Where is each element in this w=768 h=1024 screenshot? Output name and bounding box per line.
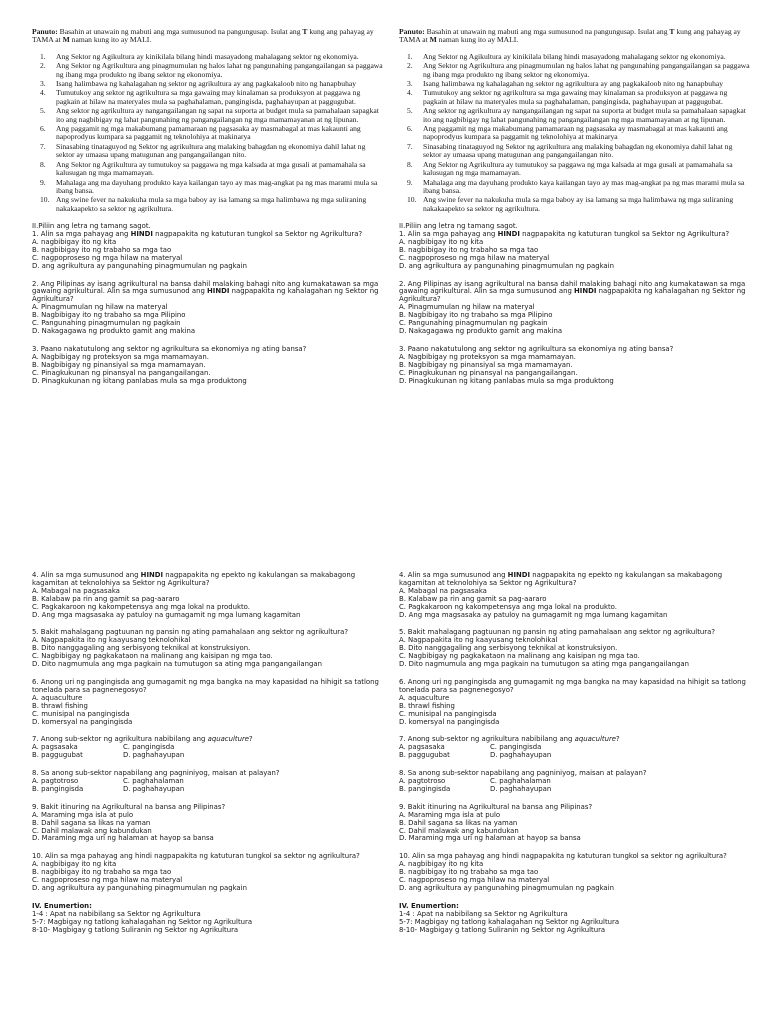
choice: D. Pinagkukunan ng kitang panlabas mula sa mga produktong (32, 376, 247, 385)
choice: D. ang agrikultura ay pangunahing pinagmumulan ng pagkain (32, 261, 247, 270)
choice: B. pangingisda (399, 784, 451, 793)
tf-item (399, 62, 751, 79)
choice: C. Pagkakaroon ng kakompetensya ang mga lokal na produkto. (399, 602, 617, 611)
choice: C. nagpoproseso ng mga hilaw na materyal (32, 876, 183, 885)
instructions-text: Basahin at unawain ng mabuti ang mga sumusunod na pangungusap. Isulat ang (57, 27, 303, 36)
instructions-label: Panuto: (32, 27, 58, 36)
question-stem: 9. Bakit itinuring na Agrikultural na bansa ang Pilipinas? (399, 802, 593, 811)
question (32, 679, 384, 726)
choice-grid (32, 778, 384, 794)
choice-grid (399, 744, 751, 760)
tf-text: Mahalaga ang ma dayuhang produkto kaya kailangan tayo ay mas mag-angkat pa ng mas marami mula sa ibang bansa. (56, 177, 378, 195)
choice: C. nagpoproseso ng mga hilaw na materyal (399, 253, 550, 262)
choice: B. Dito nanggagaling ang serbisyong teknikal at konstruksiyon. (399, 644, 618, 653)
instructions-m: M (429, 35, 437, 45)
tf-text: Mahalaga ang ma dayuhang produkto kaya kailangan tayo ay mas mag-angkat pa ng mas marami mula sa ibang bansa. (423, 177, 745, 195)
choice: D. Nakagagawa ng produkto gamit ang makina (399, 327, 563, 335)
tf-text: Sinasabing tinataguyod ng Sektor ng agrikultura ang malaking bahagdan ng ekonomiya dahil lahat ng sektor ay umaasa upang matugunan ang pangangailangan nito. (423, 141, 733, 160)
question (399, 770, 751, 794)
tf-text: Ang sektor ng agrikultura ay nangangailangan ng sapat na suporta at budget mula sa pamahalaan sapagkat ito ang nagbibigay ng lahat pangunahing ng pangangailangan ng mga mamamayanan at ng lipunan. (56, 106, 379, 124)
choice: D. paghahayupan (490, 784, 552, 793)
choice: C. Dahil malawak ang kabundukan (32, 826, 152, 835)
tf-item (32, 107, 384, 124)
choice: D. Maraming mga uri ng halaman at hayop sa bansa (32, 834, 214, 843)
tf-text: Ang Sektor ng Agrikultura ay tumutukoy sa paggawa ng mga kalsada at mga gusali at pamamahala sa kalusugan ng mga mamamayan. (423, 159, 733, 178)
choice: B. nagbibigay ito ng trabaho sa mga tao (399, 868, 539, 877)
choice: A. nagbibigay ito ng kita (32, 860, 117, 869)
right-column-bottom (399, 572, 751, 935)
question (399, 346, 751, 386)
tf-number: 8. (40, 159, 46, 169)
question-stem: 10. Alin sa mga pahayag ang hindi nagpapakita ng katuturan tungkol sa sektor ng agrikultura? (399, 852, 727, 861)
choice: A. pagsasaka (399, 743, 445, 752)
question-stem: 4. Alin sa mga sumusunod ang HINDI nagpapakita ng epekto ng kakulangan sa makabagong kagamitan at teknolohiya sa Sektor ng Agrikultura? (399, 571, 723, 587)
choice: B. thrawl fishing (32, 701, 88, 710)
tf-number: 7. (40, 141, 46, 151)
tf-number: 9. (40, 177, 46, 187)
instructions-text: kung ang pahayag ay TAMA at (32, 27, 374, 45)
choice: A. aquaculture (399, 693, 450, 702)
choice-grid (32, 744, 384, 760)
instructions-text: naman kung ito ay MALI. (436, 35, 519, 45)
question (32, 281, 384, 336)
choice: B. Nagbibigay ng pinansiyal sa mga mamamayan. (32, 360, 206, 369)
choice: D. Dito nagmumula ang mga pagkain na tumutugon sa ating mga pangangailangan (32, 660, 322, 669)
choice: B. Nagbibigay ng pinansiyal sa mga mamamayan. (399, 360, 573, 369)
choice: C. Nagbibigay ng pagkakataon na malinang ang kaisipan ng mga tao. (32, 652, 273, 661)
choice: B. Dahil sagana sa likas na yaman (32, 818, 151, 827)
question-stem: 1. Alin sa mga pahayag ang HINDI nagpapakita ng katuturan tungkol sa Sektor ng Agrikultura? (32, 230, 363, 239)
instructions-label: Panuto: (399, 27, 425, 36)
choice: B. nagbibigay ito ng trabaho sa mga tao (399, 245, 539, 254)
question (32, 853, 384, 893)
tf-number: 10. (40, 195, 50, 205)
tf-text: Ang swine fever na nakukuha mula sa mga baboy ay isa lamang sa mga halimbawa ng mga suliraning nakakaapekto sa sektor ng agrikultura. (56, 195, 367, 213)
choice: B. Nagbibigay ito ng trabaho sa mga Pilipino (32, 311, 186, 320)
tf-number: 1. (407, 51, 413, 61)
choice: C. munisipal na pangingisda (399, 709, 497, 718)
choice: D. Maraming mga uri ng halaman at hayop sa bansa (399, 834, 581, 843)
question-stem: 5. Bakit mahalagang pagtuunan ng pansin ng ating pamahalaan ang sektor ng agrikultura? (399, 628, 715, 637)
tf-text: Isang halimbawa ng kahalagahan ng sektor ng agrikultura ay ang pagkakaloob nito ng hanapbuhay (423, 79, 724, 89)
choice: B. Kalabaw pa rin ang gamit sa pag-aararo (32, 594, 180, 603)
tf-text: Tumutukoy ang sektor ng agrikultura sa mga gawaing may kinalaman sa produksyon at paggawa ng pagkain at hilaw na materyales mula sa paghahalaman, pangingisda, paghahayupan at paggugubat. (423, 88, 728, 106)
tf-item (399, 80, 751, 88)
tf-item (32, 62, 384, 79)
tf-item (399, 161, 751, 178)
question-stem: 8. Sa anong sub-sektor napabilang ang pagniniyog, maisan at palayan? (399, 769, 647, 778)
question (32, 346, 384, 386)
question (399, 629, 751, 669)
choice: B. Nagbibigay ito ng trabaho sa mga Pilipino (399, 311, 553, 320)
enumeration-item: 8-10- Magbigay g tatlong Suliranin ng Sektor ng Agrikultura (32, 925, 239, 934)
choice: C. paghahalaman (123, 777, 184, 786)
tf-text: Ang Sektor ng Agikultura ay kinikilala bilang hindi masayadong mahalagang sektor ng ekonomiya. (423, 51, 726, 61)
choice: A. Pinagmumulan ng hilaw na materyal (399, 303, 535, 312)
choice: B. thrawl fishing (399, 701, 455, 710)
tf-number: 3. (40, 79, 46, 89)
tf-item (32, 125, 384, 142)
question-stem: 2. Ang Pilipinas ay isang agrikultural na bansa dahil malaking bahagi nito ang kumakatawan sa mga gawaing agrikultural. Alin sa mga sumusunod ang HINDI nagpapakita ng kahalagahan ng Sektor ng Agrikultura? (399, 279, 746, 304)
choice: D. paghahayupan (123, 751, 185, 760)
tf-text: Ang Sektor ng Agrikultura ang pinagmumulan ng halos lahat ng pangunahing pangangailangan sa paggawa ng ibang mga produkto ng ibang sektor ng ekonomiya. (423, 61, 750, 79)
tf-text: Tumutukoy ang sektor ng agrikultura sa mga gawaing may kinalaman sa produksyon at paggawa ng pagkain at hilaw na materyales mula sa paghahalaman, pangingisda, paghahayupan at paggugubat. (56, 88, 361, 106)
tf-text: Isang halimbawa ng kahalagahan ng sektor ng agrikultura ay ang pagkakaloob nito ng hanapbuhay (56, 79, 357, 89)
choice: C. nagpoproseso ng mga hilaw na materyal (399, 876, 550, 885)
enumeration-title: IV. Enumertion: (32, 901, 92, 910)
question-stem: 6. Anong uri ng pangingisda ang gumagamit ng mga bangka na may kapasidad na hihigit sa tatlong tonelada para sa pagnenegosyo? (32, 677, 379, 694)
tf-number: 3. (407, 79, 413, 89)
question (32, 770, 384, 794)
choice: D. ang agrikultura ay pangunahing pinagmumulan ng pagkain (399, 261, 614, 270)
instructions-t: T (669, 27, 675, 36)
question (399, 572, 751, 619)
choice: A. nagbibigay ito ng kita (32, 237, 117, 246)
choice: A. aquaculture (32, 693, 83, 702)
choice: D. komersyal na pangingisda (399, 717, 500, 726)
section-title: II.Piliin ang letra ng tamang sagot. (399, 222, 518, 231)
instructions (399, 28, 751, 45)
choice: C. munisipal na pangingisda (32, 709, 130, 718)
tf-item (399, 196, 751, 213)
choice: C. Pangunahing pinagmumulan ng pagkain (399, 319, 548, 328)
question (399, 736, 751, 760)
choice: B. paggugubat (32, 751, 83, 760)
instructions-text: Basahin at unawain ng mabuti ang mga sumusunod na pangungusap. Isulat ang (424, 27, 670, 36)
enumeration-item: 5-7: Magbigay ng tatlong kahalagahan ng Sektor ng Agrikultura (32, 917, 253, 926)
choice: D. Nakagagawa ng produkto gamit ang makina (32, 327, 196, 335)
tf-number: 2. (407, 61, 413, 71)
tf-number: 5. (407, 106, 413, 116)
choice: A. nagbibigay ito ng kita (399, 237, 484, 246)
right-column-top (399, 28, 751, 395)
tf-number: 4. (40, 88, 46, 98)
choice: C. Nagbibigay ng pagkakataon na malinang ang kaisipan ng mga tao. (399, 652, 640, 661)
tf-item (32, 196, 384, 213)
tf-number: 6. (407, 124, 413, 134)
choice: B. Dahil sagana sa likas na yaman (399, 818, 518, 827)
enumeration-item: 8-10- Magbigay g tatlong Suliranin ng Sektor ng Agrikultura (399, 925, 606, 934)
choice: D. Dito nagmumula ang mga pagkain na tumutugon sa ating mga pangangailangan (399, 660, 689, 669)
enumeration-item: 1-4 : Apat na nabibilang sa Sektor ng Agrikultura (32, 909, 201, 918)
tf-number: 4. (407, 88, 413, 98)
choice: D. paghahayupan (123, 784, 185, 793)
choice: B. pangingisda (32, 784, 84, 793)
question (32, 629, 384, 669)
choice: A. Mabagal na pagsasaka (32, 586, 120, 595)
choice: D. ang agrikultura ay pangunahing pinagmumulan ng pagkain (32, 884, 247, 892)
tf-text: Ang Sektor ng Agrikultura ang pinagmumulan ng halos lahat ng pangunahing pangangailangan sa paggawa ng ibang mga produkto ng ibang sektor ng ekonomiya. (56, 61, 383, 79)
question-stem: 3. Paano nakatutulong ang sektor ng agrikultura sa ekonomiya ng ating bansa? (399, 344, 674, 353)
instructions (32, 28, 384, 45)
tf-item (32, 143, 384, 160)
question (399, 853, 751, 893)
question-stem: 7. Anong sub-sektor ng agrikultura nabibilang ang aquaculture? (399, 735, 620, 744)
choice: C. paghahalaman (490, 777, 551, 786)
tf-text: Ang sektor ng agrikultura ay nangangailangan ng sapat na suporta at budget mula sa pamahalaan sapagkat ito ang nagbibigay ng lahat pangunahing ng pangangailangan ng mga mamamayanan at ng lipunan. (423, 106, 746, 124)
question-stem: 2. Ang Pilipinas ay isang agrikultural na bansa dahil malaking bahagi nito ang kumakatawan sa mga gawaing agrikultural. Alin sa mga sumusunod ang HINDI nagpapakita ng kahalagahan ng Sektor ng Agrikultura? (32, 279, 379, 304)
choice: D. ang agrikultura ay pangunahing pinagmumulan ng pagkain (399, 884, 614, 892)
tf-item (399, 53, 751, 61)
choice: B. paggugubat (399, 751, 450, 760)
choice: A. Nagpapakita ito ng kaayusang teknolohikal (399, 636, 558, 645)
choice: D. Ang mga magsasaka ay patuloy na gumagamit ng mga lumang kagamitan (399, 610, 668, 619)
choice: C. Pinagkukunan ng pinansyal na pangangailangan. (32, 368, 211, 377)
instructions-text: kung ang pahayag ay TAMA at (399, 27, 741, 45)
question-stem: 6. Anong uri ng pangingisda ang gumagamit ng mga bangka na may kapasidad na hihigit sa tatlong tonelada para sa pagnenegosyo? (399, 677, 746, 694)
true-false-list (399, 53, 751, 213)
tf-text: Ang swine fever na nakukuha mula sa mga baboy ay isa lamang sa mga halimbawa ng mga suliraning nakakaapekto sa sektor ng agrikultura. (423, 195, 734, 213)
tf-item (399, 143, 751, 160)
choice: D. Ang mga magsasaka ay patuloy na gumagamit ng mga lumang kagamitan (32, 610, 301, 619)
question (32, 804, 384, 844)
instructions-m: M (62, 35, 70, 45)
question-stem: 8. Sa anong sub-sektor napabilang ang pagniniyog, maisan at palayan? (32, 769, 280, 778)
question (32, 231, 384, 271)
choice: A. Mabagal na pagsasaka (399, 586, 487, 595)
question (399, 679, 751, 726)
question-stem: 3. Paano nakatutulong ang sektor ng agrikultura sa ekonomiya ng ating bansa? (32, 344, 307, 353)
tf-item (32, 80, 384, 88)
tf-text: Ang paggamit ng mga makabumang pamamaraan ng pagsasaka ay masmabagal at mas kakaunti ang napoprodyus kumpara sa paggamit ng teknolohiya at makinarya (56, 124, 361, 142)
left-column-bottom (32, 572, 384, 935)
enumeration-title: IV. Enumertion: (399, 901, 459, 910)
tf-text: Ang Sektor ng Agikultura ay kinikilala bilang hindi masayadong mahalagang sektor ng ekonomiya. (56, 51, 359, 61)
choice: C. pangingisda (123, 743, 175, 752)
question-stem: 10. Alin sa mga pahayag ang hindi nagpapakita ng katuturan tungkol sa sektor ng agrikultura? (32, 852, 360, 861)
question (32, 736, 384, 760)
tf-number: 5. (40, 106, 46, 116)
question (32, 572, 384, 619)
tf-item (32, 179, 384, 196)
choice: C. nagpoproseso ng mga hilaw na materyal (32, 253, 183, 262)
tf-item (32, 53, 384, 61)
choice: C. Pangunahing pinagmumulan ng pagkain (32, 319, 181, 328)
choice: B. nagbibigay ito ng trabaho sa mga tao (32, 868, 172, 877)
tf-number: 6. (40, 124, 46, 134)
instructions-t: T (302, 27, 308, 36)
tf-number: 9. (407, 177, 413, 187)
question-stem: 1. Alin sa mga pahayag ang HINDI nagpapakita ng katuturan tungkol sa Sektor ng Agrikultura? (399, 230, 730, 239)
choice: C. Pagkakaroon ng kakompetensya ang mga lokal na produkto. (32, 602, 250, 611)
choice: C. pangingisda (490, 743, 542, 752)
true-false-list (32, 53, 384, 213)
tf-number: 1. (40, 51, 46, 61)
choice-grid (399, 778, 751, 794)
question-stem: 7. Anong sub-sektor ng agrikultura nabibilang ang aquaculture? (32, 735, 253, 744)
tf-text: Ang paggamit ng mga makabumang pamamaraan ng pagsasaka ay masmabagal at mas kakaunti ang napoprodyus kumpara sa paggamit ng teknolohiya at makinarya (423, 124, 728, 142)
tf-number: 7. (407, 141, 413, 151)
question (399, 231, 751, 271)
choice: D. komersyal na pangingisda (32, 717, 133, 726)
choice: A. pagtotroso (399, 777, 446, 786)
tf-text: Sinasabing tinataguyod ng Sektor ng agrikultura ang malaking bahagdan ng ekonomiya dahil lahat ng sektor ay umaasa upang matugunan ang pangangailangan nito. (56, 141, 366, 160)
tf-item (32, 89, 384, 106)
choice: A. Nagpapakita ito ng kaayusang teknolohikal (32, 636, 191, 645)
choice: A. Maraming mga isla at pulo (399, 810, 501, 819)
choice: D. Pinagkukunan ng kitang panlabas mula sa mga produktong (399, 376, 614, 385)
choice: C. Pinagkukunan ng pinansyal na pangangailangan. (399, 368, 578, 377)
choice: B. nagbibigay ito ng trabaho sa mga tao (32, 245, 172, 254)
section-title: II.Piliin ang letra ng tamang sagot. (32, 222, 151, 231)
question (399, 804, 751, 844)
choice: B. Kalabaw pa rin ang gamit sa pag-aararo (399, 594, 547, 603)
choice: A. pagtotroso (32, 777, 79, 786)
tf-number: 8. (407, 159, 413, 169)
left-column-top (32, 28, 384, 395)
choice: D. paghahayupan (490, 751, 552, 760)
tf-number: 2. (40, 61, 46, 71)
question-stem: 5. Bakit mahalagang pagtuunan ng pansin ng ating pamahalaan ang sektor ng agrikultura? (32, 628, 348, 637)
enumeration-item: 1-4 : Apat na nabibilang sa Sektor ng Agrikultura (399, 909, 568, 918)
question-stem: 4. Alin sa mga sumusunod ang HINDI nagpapakita ng epekto ng kakulangan sa makabagong kagamitan at teknolohiya sa Sektor ng Agrikultura? (32, 571, 356, 587)
tf-item (399, 125, 751, 142)
tf-item (399, 107, 751, 124)
instructions-text: naman kung ito ay MALI. (69, 35, 152, 45)
choice: A. Pinagmumulan ng hilaw na materyal (32, 303, 168, 312)
choice: A. pagsasaka (32, 743, 78, 752)
choice: A. Nagbibigay ng proteksyon sa mga mamamayan. (32, 352, 209, 361)
question (399, 281, 751, 336)
tf-text: Ang Sektor ng Agrikultura ay tumutukoy sa paggawa ng mga kalsada at mga gusali at pamamahala sa kalusugan ng mga mamamayan. (56, 159, 366, 178)
tf-number: 10. (407, 195, 417, 205)
tf-item (399, 89, 751, 106)
choice: A. nagbibigay ito ng kita (399, 860, 484, 869)
choice: B. Dito nanggagaling ang serbisyong teknikal at konstruksiyon. (32, 644, 251, 653)
choice: A. Nagbibigay ng proteksyon sa mga mamamayan. (399, 352, 576, 361)
tf-item (399, 179, 751, 196)
choice: A. Maraming mga isla at pulo (32, 810, 134, 819)
question-stem: 9. Bakit itinuring na Agrikultural na bansa ang Pilipinas? (32, 802, 226, 811)
enumeration-item: 5-7: Magbigay ng tatlong kahalagahan ng Sektor ng Agrikultura (399, 917, 620, 926)
tf-item (32, 161, 384, 178)
choice: C. Dahil malawak ang kabundukan (399, 826, 519, 835)
